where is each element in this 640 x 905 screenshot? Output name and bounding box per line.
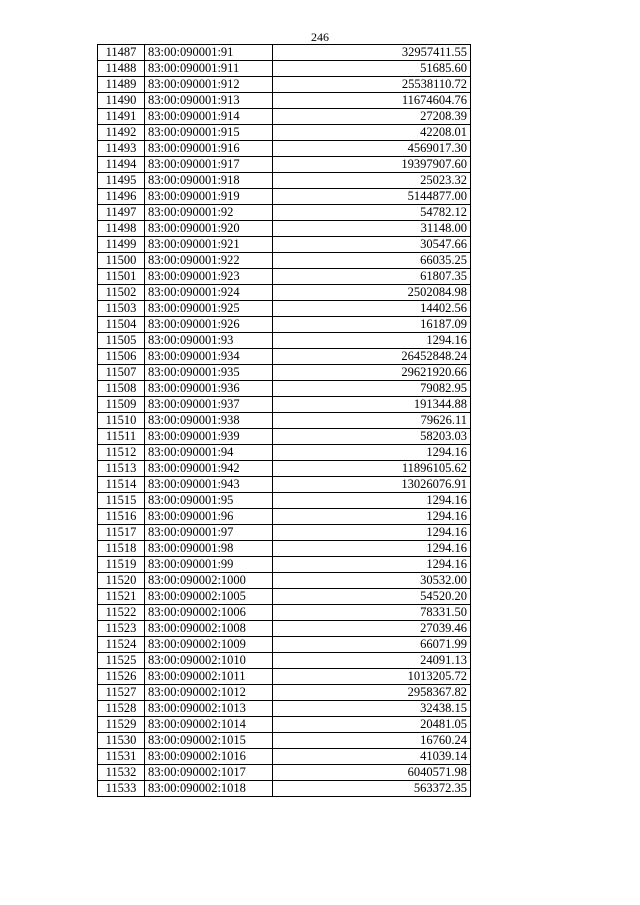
cadastral-number-cell: 83:00:090001:914 [145,109,273,125]
cadastral-number-cell: 83:00:090001:912 [145,77,273,93]
row-number-cell: 11488 [98,61,145,77]
table-row [98,381,471,397]
row-number-cell: 11491 [98,109,145,125]
table-row [98,621,471,637]
cadastral-value-cell: 563372.35 [273,781,471,797]
row-number-cell: 11507 [98,365,145,381]
cadastral-value-cell: 32438.15 [273,701,471,717]
table-row [98,493,471,509]
table-row [98,413,471,429]
cadastral-value-cell: 79082.95 [273,381,471,397]
cadastral-number-cell: 83:00:090001:918 [145,173,273,189]
cadastral-value-table [97,44,471,797]
cadastral-value-cell: 1294.16 [273,445,471,461]
row-number-cell: 11523 [98,621,145,637]
row-number-cell: 11519 [98,557,145,573]
cadastral-number-cell: 83:00:090001:924 [145,285,273,301]
cadastral-number-cell: 83:00:090002:1017 [145,765,273,781]
cadastral-number-cell: 83:00:090001:926 [145,317,273,333]
cadastral-number-cell: 83:00:090001:938 [145,413,273,429]
table-row [98,461,471,477]
cadastral-number-cell: 83:00:090001:913 [145,93,273,109]
cadastral-value-cell: 29621920.66 [273,365,471,381]
row-number-cell: 11527 [98,685,145,701]
row-number-cell: 11515 [98,493,145,509]
table-row [98,653,471,669]
table-row [98,125,471,141]
cadastral-number-cell: 83:00:090001:925 [145,301,273,317]
cadastral-value-cell: 61807.35 [273,269,471,285]
table-row [98,733,471,749]
table-row [98,333,471,349]
cadastral-number-cell: 83:00:090001:94 [145,445,273,461]
row-number-cell: 11487 [98,45,145,61]
row-number-cell: 11517 [98,525,145,541]
row-number-cell: 11516 [98,509,145,525]
cadastral-value-cell: 78331.50 [273,605,471,621]
cadastral-value-cell: 66035.25 [273,253,471,269]
table-row [98,317,471,333]
row-number-cell: 11490 [98,93,145,109]
cadastral-value-cell: 1294.16 [273,525,471,541]
cadastral-number-cell: 83:00:090001:93 [145,333,273,349]
table-row [98,589,471,605]
cadastral-value-cell: 1013205.72 [273,669,471,685]
cadastral-value-cell: 14402.56 [273,301,471,317]
table-row [98,397,471,413]
cadastral-number-cell: 83:00:090001:921 [145,237,273,253]
row-number-cell: 11512 [98,445,145,461]
table-row [98,93,471,109]
row-number-cell: 11522 [98,605,145,621]
row-number-cell: 11520 [98,573,145,589]
cadastral-value-cell: 191344.88 [273,397,471,413]
cadastral-number-cell: 83:00:090002:1014 [145,717,273,733]
cadastral-value-cell: 20481.05 [273,717,471,733]
row-number-cell: 11531 [98,749,145,765]
row-number-cell: 11504 [98,317,145,333]
table-row [98,269,471,285]
table-row [98,717,471,733]
cadastral-number-cell: 83:00:090001:916 [145,141,273,157]
row-number-cell: 11529 [98,717,145,733]
cadastral-value-cell: 5144877.00 [273,189,471,205]
row-number-cell: 11532 [98,765,145,781]
table-row [98,285,471,301]
cadastral-value-cell: 24091.13 [273,653,471,669]
row-number-cell: 11499 [98,237,145,253]
cadastral-value-cell: 16760.24 [273,733,471,749]
row-number-cell: 11500 [98,253,145,269]
cadastral-value-cell: 66071.99 [273,637,471,653]
cadastral-number-cell: 83:00:090001:920 [145,221,273,237]
cadastral-value-cell: 30532.00 [273,573,471,589]
table-row [98,685,471,701]
table-row [98,445,471,461]
row-number-cell: 11511 [98,429,145,445]
cadastral-number-cell: 83:00:090002:1006 [145,605,273,621]
table-row [98,221,471,237]
table-row [98,253,471,269]
table-row [98,669,471,685]
table-row [98,749,471,765]
row-number-cell: 11509 [98,397,145,413]
cadastral-number-cell: 83:00:090001:915 [145,125,273,141]
row-number-cell: 11489 [98,77,145,93]
row-number-cell: 11526 [98,669,145,685]
table-body [98,45,471,797]
cadastral-value-cell: 11896105.62 [273,461,471,477]
cadastral-number-cell: 83:00:090001:917 [145,157,273,173]
page-number: 246 [311,30,329,44]
cadastral-number-cell: 83:00:090001:919 [145,189,273,205]
row-number-cell: 11501 [98,269,145,285]
table-row [98,605,471,621]
table-row [98,477,471,493]
table-row [98,557,471,573]
cadastral-number-cell: 83:00:090002:1005 [145,589,273,605]
cadastral-value-cell: 79626.11 [273,413,471,429]
cadastral-number-cell: 83:00:090001:936 [145,381,273,397]
row-number-cell: 11510 [98,413,145,429]
cadastral-value-cell: 27208.39 [273,109,471,125]
cadastral-value-cell: 25023.32 [273,173,471,189]
table-row [98,237,471,253]
row-number-cell: 11497 [98,205,145,221]
cadastral-number-cell: 83:00:090001:935 [145,365,273,381]
cadastral-value-cell: 6040571.98 [273,765,471,781]
table-row [98,205,471,221]
cadastral-number-cell: 83:00:090001:934 [145,349,273,365]
cadastral-value-cell: 32957411.55 [273,45,471,61]
row-number-cell: 11524 [98,637,145,653]
cadastral-number-cell: 83:00:090001:943 [145,477,273,493]
row-number-cell: 11503 [98,301,145,317]
cadastral-number-cell: 83:00:090001:911 [145,61,273,77]
cadastral-value-cell: 41039.14 [273,749,471,765]
cadastral-value-cell: 19397907.60 [273,157,471,173]
row-number-cell: 11528 [98,701,145,717]
cadastral-number-cell: 83:00:090002:1016 [145,749,273,765]
cadastral-value-cell: 51685.60 [273,61,471,77]
cadastral-value-cell: 54520.20 [273,589,471,605]
row-number-cell: 11506 [98,349,145,365]
row-number-cell: 11525 [98,653,145,669]
cadastral-value-cell: 27039.46 [273,621,471,637]
cadastral-value-cell: 4569017.30 [273,141,471,157]
table-row [98,349,471,365]
row-number-cell: 11521 [98,589,145,605]
cadastral-number-cell: 83:00:090002:1010 [145,653,273,669]
table-row [98,365,471,381]
row-number-cell: 11505 [98,333,145,349]
cadastral-number-cell: 83:00:090002:1015 [145,733,273,749]
row-number-cell: 11498 [98,221,145,237]
table-row [98,541,471,557]
table-row [98,189,471,205]
cadastral-number-cell: 83:00:090001:922 [145,253,273,269]
cadastral-value-cell: 30547.66 [273,237,471,253]
row-number-cell: 11494 [98,157,145,173]
row-number-cell: 11508 [98,381,145,397]
cadastral-number-cell: 83:00:090002:1013 [145,701,273,717]
cadastral-value-cell: 16187.09 [273,317,471,333]
table-row [98,429,471,445]
row-number-cell: 11533 [98,781,145,797]
cadastral-value-cell: 1294.16 [273,541,471,557]
cadastral-value-cell: 54782.12 [273,205,471,221]
cadastral-value-cell: 42208.01 [273,125,471,141]
cadastral-value-cell: 31148.00 [273,221,471,237]
cadastral-number-cell: 83:00:090001:96 [145,509,273,525]
table-row [98,109,471,125]
table-row [98,573,471,589]
row-number-cell: 11518 [98,541,145,557]
cadastral-number-cell: 83:00:090001:99 [145,557,273,573]
table-row [98,765,471,781]
table-row [98,45,471,61]
cadastral-value-cell: 26452848.24 [273,349,471,365]
cadastral-value-cell: 25538110.72 [273,77,471,93]
cadastral-number-cell: 83:00:090001:939 [145,429,273,445]
cadastral-number-cell: 83:00:090002:1011 [145,669,273,685]
cadastral-value-cell: 11674604.76 [273,93,471,109]
cadastral-number-cell: 83:00:090002:1012 [145,685,273,701]
cadastral-value-cell: 1294.16 [273,557,471,573]
table-row [98,781,471,797]
cadastral-number-cell: 83:00:090002:1008 [145,621,273,637]
row-number-cell: 11514 [98,477,145,493]
row-number-cell: 11530 [98,733,145,749]
cadastral-number-cell: 83:00:090002:1000 [145,573,273,589]
row-number-cell: 11513 [98,461,145,477]
cadastral-number-cell: 83:00:090001:91 [145,45,273,61]
table-row [98,637,471,653]
cadastral-number-cell: 83:00:090001:97 [145,525,273,541]
row-number-cell: 11492 [98,125,145,141]
row-number-cell: 11495 [98,173,145,189]
cadastral-value-cell: 1294.16 [273,509,471,525]
row-number-cell: 11502 [98,285,145,301]
table-row [98,701,471,717]
table-row [98,301,471,317]
row-number-cell: 11493 [98,141,145,157]
cadastral-number-cell: 83:00:090001:92 [145,205,273,221]
cadastral-value-cell: 1294.16 [273,333,471,349]
table-row [98,509,471,525]
cadastral-value-cell: 2958367.82 [273,685,471,701]
row-number-cell: 11496 [98,189,145,205]
cadastral-value-cell: 2502084.98 [273,285,471,301]
table-row [98,61,471,77]
cadastral-number-cell: 83:00:090001:923 [145,269,273,285]
table-row [98,141,471,157]
cadastral-number-cell: 83:00:090002:1009 [145,637,273,653]
table-row [98,77,471,93]
cadastral-number-cell: 83:00:090001:98 [145,541,273,557]
cadastral-value-cell: 1294.16 [273,493,471,509]
cadastral-value-cell: 58203.03 [273,429,471,445]
cadastral-number-cell: 83:00:090002:1018 [145,781,273,797]
cadastral-number-cell: 83:00:090001:937 [145,397,273,413]
table-row [98,525,471,541]
cadastral-number-cell: 83:00:090001:95 [145,493,273,509]
table-row [98,157,471,173]
cadastral-value-cell: 13026076.91 [273,477,471,493]
cadastral-number-cell: 83:00:090001:942 [145,461,273,477]
table-row [98,173,471,189]
